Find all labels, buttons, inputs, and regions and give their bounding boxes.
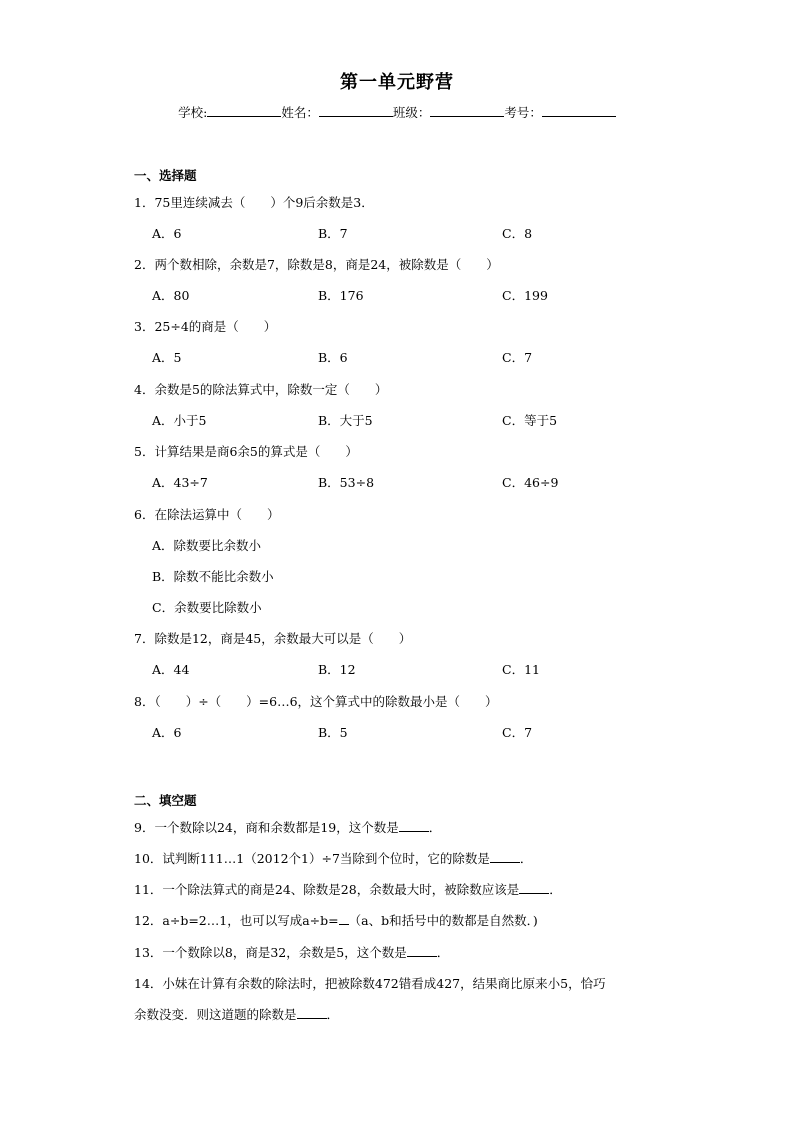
q2-option-c[interactable]: C．199 bbox=[502, 288, 548, 303]
q7-option-a[interactable]: A．44 bbox=[152, 662, 190, 677]
section-choice-title: 一、选择题 bbox=[134, 168, 197, 183]
q14-text: 余数没变．则这道题的除数是 bbox=[134, 1007, 297, 1022]
q6-option-a[interactable]: A．除数要比余数小 bbox=[152, 538, 262, 553]
q13-text: 13．一个数除以8，商是32，余数是5，这个数是 bbox=[134, 945, 407, 960]
question-4: 4．余数是5的除法算式中，除数一定（ ） bbox=[134, 382, 388, 397]
section-fill-title: 二、填空题 bbox=[134, 793, 197, 808]
question-13 bbox=[134, 943, 449, 961]
q12-answer-blank[interactable] bbox=[339, 913, 349, 925]
q8-option-b[interactable]: B．5 bbox=[318, 725, 348, 740]
school-label: 学校: bbox=[178, 105, 208, 120]
q3-option-b[interactable]: B．6 bbox=[318, 350, 348, 365]
q10-answer-blank[interactable] bbox=[490, 851, 520, 863]
q3-option-c[interactable]: C．7 bbox=[502, 350, 533, 365]
q11-text-end: ． bbox=[549, 882, 562, 897]
question-12 bbox=[134, 911, 538, 929]
q8-option-c[interactable]: C．7 bbox=[502, 725, 533, 740]
number-label: 考号： bbox=[504, 105, 542, 120]
student-info-line bbox=[0, 103, 794, 121]
number-blank[interactable] bbox=[542, 104, 616, 117]
q6-option-b[interactable]: B．除数不能比余数小 bbox=[152, 569, 274, 584]
class-label: 班级： bbox=[392, 105, 431, 120]
question-3: 3．25÷4的商是（ ） bbox=[134, 319, 277, 334]
name-blank[interactable] bbox=[319, 104, 393, 117]
question-14-line1: 14．小妹在计算有余数的除法时，把被除数472错看成427，结果商比原来小5，恰巧 bbox=[134, 976, 606, 991]
q7-option-c[interactable]: C．11 bbox=[502, 662, 540, 677]
q7-option-b[interactable]: B．12 bbox=[318, 662, 356, 677]
q2-option-a[interactable]: A．80 bbox=[152, 288, 190, 303]
q5-option-b[interactable]: B．53÷8 bbox=[318, 475, 375, 490]
question-5: 5．计算结果是商6余5的算式是（ ） bbox=[134, 444, 358, 459]
q1-option-b[interactable]: B．7 bbox=[318, 226, 348, 241]
page-title: 第一单元野营 bbox=[340, 72, 454, 93]
question-9 bbox=[134, 818, 441, 836]
q11-answer-blank[interactable] bbox=[519, 882, 549, 894]
question-7: 7．除数是12，商是45，余数最大可以是（ ） bbox=[134, 631, 412, 646]
q11-text: 11．一个除法算式的商是24、除数是28，余数最大时，被除数应该是 bbox=[134, 882, 520, 897]
question-10 bbox=[134, 849, 532, 867]
q1-option-a[interactable]: A．6 bbox=[152, 226, 182, 241]
q9-text: 9．一个数除以24，商和余数都是19，这个数是 bbox=[134, 820, 399, 835]
q8-option-a[interactable]: A．6 bbox=[152, 725, 182, 740]
q5-option-c[interactable]: C．46÷9 bbox=[502, 475, 559, 490]
question-14-line2 bbox=[134, 1005, 339, 1023]
q13-text-end: ． bbox=[436, 945, 450, 960]
q10-text-end: ． bbox=[519, 851, 533, 866]
question-11 bbox=[134, 880, 562, 898]
q14-text-end: ． bbox=[326, 1007, 340, 1022]
name-label: 姓名： bbox=[281, 105, 319, 120]
q6-option-c[interactable]: C．余数要比除数小 bbox=[152, 600, 262, 615]
q12-text-end: （a、b和括号中的数都是自然数．) bbox=[348, 913, 538, 928]
question-1: 1．75里连续减去（ ）个9后余数是3． bbox=[134, 195, 374, 210]
q9-text-end: ． bbox=[428, 820, 442, 835]
q2-option-b[interactable]: B．176 bbox=[318, 288, 364, 303]
q4-option-b[interactable]: B．大于5 bbox=[318, 413, 373, 428]
q9-answer-blank[interactable] bbox=[399, 820, 429, 832]
q5-option-a[interactable]: A．43÷7 bbox=[152, 475, 208, 490]
class-blank[interactable] bbox=[430, 104, 504, 117]
question-8: 8．（ ）÷（ ）=6…6，这个算式中的除数最小是（ ） bbox=[134, 694, 498, 709]
q3-option-a[interactable]: A．5 bbox=[152, 350, 182, 365]
q1-option-c[interactable]: C．8 bbox=[502, 226, 533, 241]
question-2: 2．两个数相除，余数是7，除数是8，商是24，被除数是（ ） bbox=[134, 257, 499, 272]
q14-answer-blank[interactable] bbox=[297, 1007, 327, 1019]
q10-text: 10．试判断111…1（2012个1）÷7当除到个位时，它的除数是 bbox=[134, 851, 490, 866]
q12-text: 12．a÷b=2…1，也可以写成a÷b= bbox=[134, 913, 339, 928]
q4-option-a[interactable]: A．小于5 bbox=[152, 413, 207, 428]
q4-option-c[interactable]: C．等于5 bbox=[502, 413, 558, 428]
school-blank[interactable] bbox=[207, 104, 281, 117]
question-6: 6．在除法运算中（ ） bbox=[134, 507, 280, 522]
q13-answer-blank[interactable] bbox=[407, 945, 437, 957]
